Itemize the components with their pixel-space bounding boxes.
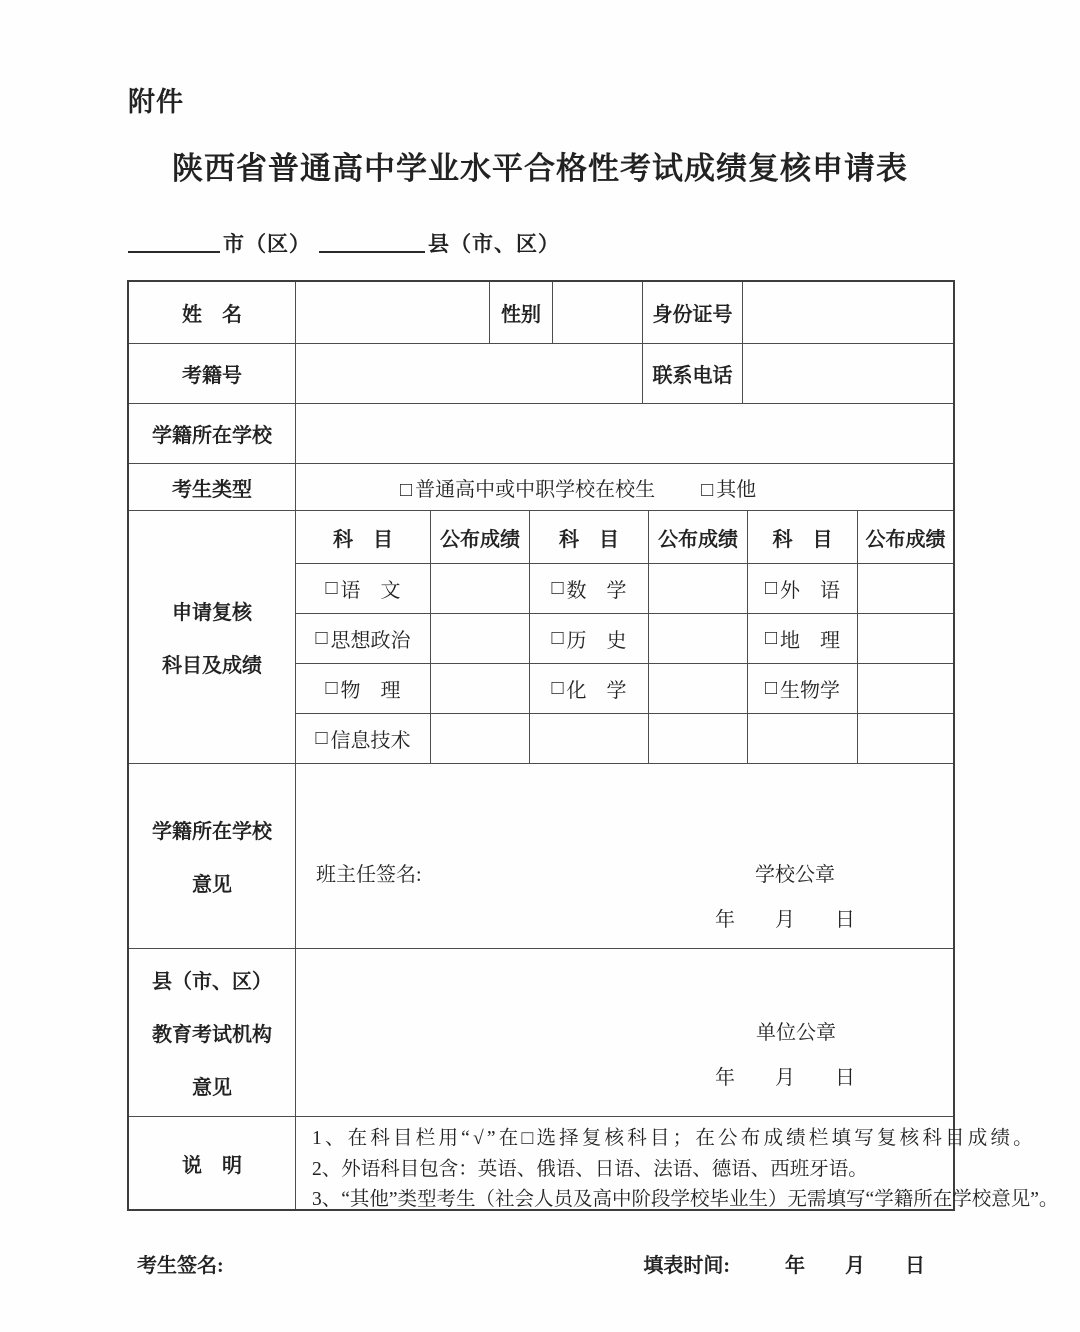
subject-name: 地 理: [780, 630, 841, 652]
school-opinion-label-line: 意见: [192, 874, 232, 896]
id-label-cell: 身份证号: [642, 282, 742, 343]
subject-row: [296, 613, 953, 663]
checkbox-icon[interactable]: □: [764, 627, 778, 649]
candidate-type-options-cell: [295, 464, 953, 510]
score-cell: [857, 664, 953, 713]
exam-number-row: [129, 343, 953, 403]
school-opinion-sign-row: [296, 858, 953, 887]
score-cell: [648, 664, 747, 713]
checkbox-icon[interactable]: □: [325, 577, 338, 599]
subject-row: [296, 713, 953, 763]
subject-name: 物 理: [340, 680, 401, 702]
checkbox-icon[interactable]: □: [701, 478, 714, 501]
candidate-signature-label: 考生签名:: [137, 1255, 224, 1277]
candidate-type-option: [400, 473, 655, 502]
phone-value-cell: [742, 344, 953, 403]
name-label-cell: 姓 名: [182, 304, 242, 326]
school-opinion-section: [129, 763, 953, 948]
checkbox-icon[interactable]: □: [764, 577, 778, 599]
exam-number-label-cell: 考籍号: [182, 365, 242, 387]
subject-name: 生物学: [780, 680, 841, 702]
page-title: 陕西省普通高中学业水平合格性考试成绩复核申请表: [172, 151, 908, 186]
unit-seal-label: 单位公章: [756, 1022, 836, 1044]
subject-cell: [296, 564, 430, 613]
subject-cell: [529, 714, 648, 763]
subject-name: 数 学: [566, 580, 627, 602]
subject-name: 思想政治: [330, 630, 411, 652]
county-opinion-label-line: 教育考试机构: [152, 1024, 272, 1046]
checkbox-icon[interactable]: □: [325, 677, 338, 699]
score-cell: [430, 564, 529, 613]
checkbox-icon[interactable]: □: [315, 727, 328, 749]
footer-row: [137, 1249, 925, 1278]
school-value-cell: [295, 404, 953, 463]
county-suffix-label: 县（市、区）: [428, 232, 560, 256]
subject-grid: [295, 511, 953, 763]
subject-name: 化 学: [566, 680, 627, 702]
checkbox-icon[interactable]: □: [400, 478, 413, 501]
county-opinion-section: [129, 948, 953, 1116]
county-blank-line: [319, 233, 425, 253]
county-opinion-label-line: 意见: [192, 1077, 232, 1099]
subject-column-header: 科 目: [333, 528, 393, 551]
note-line: 1、在科目栏用“√”在□选择复核科目；在公布成绩栏填写复核科目成绩。: [312, 1128, 1036, 1149]
checkbox-icon[interactable]: □: [551, 677, 564, 699]
score-cell: [857, 714, 953, 763]
subject-cell: [747, 614, 857, 663]
score-cell: [648, 614, 747, 663]
fill-date-placeholder: 年 月 日: [785, 1255, 925, 1277]
subject-cell: [529, 614, 648, 663]
gender-value-cell: [552, 282, 642, 343]
subject-cell: [529, 664, 648, 713]
note-line: 2、外语科目包含：英语、俄语、日语、法语、德语、西班牙语。: [312, 1158, 868, 1180]
county-opinion-date: 年 月 日: [715, 1067, 855, 1089]
note-line: 3、“其他”类型考生（社会人员及高中阶段学校毕业生）无需填写“学籍所在学校意见”。: [312, 1189, 1059, 1210]
subject-cell: [529, 564, 648, 613]
checkbox-icon[interactable]: □: [315, 627, 328, 649]
teacher-signature-label: 班主任签名:: [316, 864, 422, 886]
name-value-cell: [295, 282, 489, 343]
option-label: 其他: [716, 478, 757, 501]
checkbox-icon[interactable]: □: [551, 627, 564, 649]
score-cell: [430, 714, 529, 763]
county-opinion-label-line: 县（市、区）: [152, 971, 272, 993]
city-suffix-label: 市（区）: [223, 232, 311, 256]
subject-row: [296, 563, 953, 613]
exam-number-value-cell: [295, 344, 642, 403]
subject-name: 信息技术: [330, 730, 411, 752]
score-cell: [648, 564, 747, 613]
subject-cell: [296, 714, 430, 763]
review-section-label: [129, 511, 295, 763]
gender-label-cell: 性别: [489, 282, 552, 343]
subject-cell: [296, 614, 430, 663]
candidate-type-label-cell: 考生类型: [172, 478, 252, 501]
school-seal-label: 学校公章: [755, 864, 835, 886]
subject-column-header: 科 目: [747, 511, 857, 563]
region-line: [128, 228, 1080, 258]
school-opinion-date: 年 月 日: [715, 909, 855, 931]
candidate-type-row: [129, 463, 953, 510]
score-column-header: 公布成绩: [430, 511, 529, 563]
subject-column-header: 科 目: [529, 511, 648, 563]
phone-label-cell: 联系电话: [642, 344, 742, 403]
score-cell: [857, 614, 953, 663]
county-opinion-body: [295, 949, 953, 1116]
name-row: [129, 282, 953, 343]
school-row: [129, 403, 953, 463]
subject-cell: [296, 664, 430, 713]
score-cell: [430, 614, 529, 663]
county-opinion-label: [129, 949, 295, 1116]
notes-label-cell: 说 明: [182, 1154, 242, 1177]
notes-section: [129, 1116, 1059, 1210]
score-cell: [430, 664, 529, 713]
subject-cell: [747, 564, 857, 613]
fill-time-label: 填表时间:: [643, 1255, 730, 1277]
score-cell: [857, 564, 953, 613]
subject-name: 语 文: [340, 580, 401, 602]
option-label: 普通高中或中职学校在校生: [415, 478, 656, 501]
subject-name: 历 史: [566, 630, 627, 652]
subject-cell: [747, 714, 857, 763]
subject-cell: [747, 664, 857, 713]
attachment-label: 附件: [128, 87, 184, 117]
checkbox-icon[interactable]: □: [551, 577, 564, 599]
notes-body: [295, 1117, 1068, 1209]
application-form-table: [127, 280, 1059, 1211]
school-opinion-label: [129, 764, 295, 948]
score-column-header: 公布成绩: [857, 511, 953, 563]
score-column-header: 公布成绩: [648, 511, 747, 563]
checkbox-icon[interactable]: □: [764, 677, 778, 699]
id-value-cell: [742, 282, 953, 343]
subject-row: [296, 663, 953, 713]
school-opinion-label-line: 学籍所在学校: [152, 821, 272, 843]
score-cell: [648, 714, 747, 763]
review-subjects-section: [129, 510, 953, 763]
review-label-line: 科目及成绩: [162, 655, 262, 677]
city-blank-line: [128, 233, 220, 253]
fill-time-group: [643, 1249, 925, 1278]
school-label-cell: 学籍所在学校: [152, 425, 272, 447]
school-opinion-body: [295, 764, 953, 948]
candidate-type-option: [701, 473, 756, 502]
subject-name: 外 语: [780, 580, 841, 602]
subject-header-row: [296, 511, 953, 563]
review-label-line: 申请复核: [172, 602, 252, 624]
